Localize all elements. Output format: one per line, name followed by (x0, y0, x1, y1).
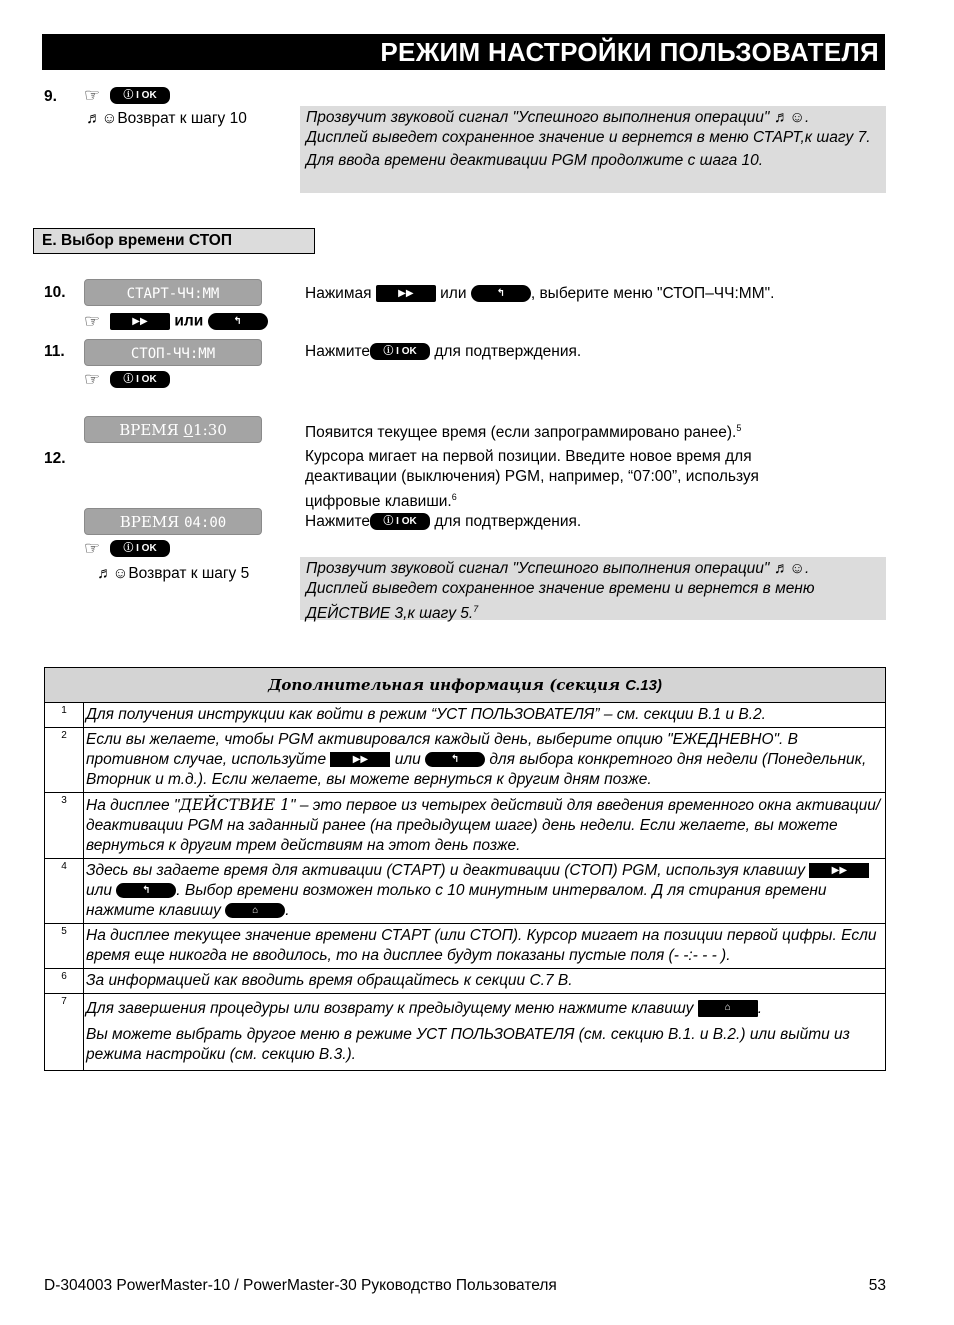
ok-key-icon: ⓘ I OK (110, 540, 170, 557)
footnote-number: 5 (45, 924, 84, 969)
next-key-icon: ▶▶ (110, 313, 170, 330)
current-time-text (305, 418, 885, 443)
lcd-stop-text: СТОП-ЧЧ:ММ (130, 346, 216, 362)
page-header: РЕЖИМ НАСТРОЙКИ ПОЛЬЗОВАТЕЛЯ (42, 34, 885, 70)
footnote-2-or: или (394, 751, 421, 768)
footnote-4-part-b: . Выбор времени возможен только с 10 минутным интервалом. Д ля стирания времени нажмите клавишу (86, 882, 827, 919)
footnote-2-part-a: Если вы желаете, чтобы PGM активировался каждый день, выберите опцию "ЕЖЕДНЕВНО". В противном случае, используйте (86, 731, 798, 768)
pointing-hand-icon: ☞ (84, 369, 101, 389)
next-key-icon: ▶▶ (809, 863, 869, 878)
footnote-number: 4 (45, 859, 84, 924)
pointing-hand-icon: ☞ (84, 85, 101, 105)
footnote-3-lcd: ДЕЙСТВИЕ 1 (179, 796, 291, 814)
footnote-text (84, 859, 886, 924)
step-9-number: 9. (44, 88, 57, 105)
info-table-header (45, 668, 886, 703)
footnote-4-part-a: Здесь вы задаете время для активации (СТАРТ) и деактивации (СТОП) PGM, используя клавишу (86, 862, 806, 879)
lcd-time-display (84, 416, 262, 443)
step-12-number: 12. (44, 450, 66, 467)
footnote-number: 1 (45, 703, 84, 728)
lcd-time-cursor: 0 (183, 421, 194, 439)
step-11-keys (84, 369, 170, 390)
footnote-text (84, 793, 886, 859)
footnote-ref-7: 7 (473, 604, 479, 614)
step-12-confirm-prefix: Нажмите (305, 513, 371, 530)
info-table-header-section: C.13) (625, 677, 662, 694)
next-key-icon: ▶▶ (330, 752, 390, 767)
lcd-new-time-value: 04:00 (184, 515, 227, 531)
back-key-icon: ↰ (116, 883, 176, 898)
footnote-text (84, 728, 886, 793)
table-row (45, 793, 886, 859)
step-10-desc-prefix: Нажимая (305, 285, 372, 302)
info-table (44, 667, 886, 1071)
footnote-3-part-b: " – это первое из четырех действий для введения временного окна активации/деактивации PGM на заданный ранее (на предыдущем шаге) день недели. Если желаете, вы можете вернуться к другим трем действиям на этот день позже. (86, 797, 881, 854)
footer-document: D-304003 PowerMaster-10 / PowerMaster-30 Руководство Пользователя (44, 1277, 557, 1294)
home-key-icon: ⌂ (698, 1000, 758, 1017)
footnote-text (84, 994, 886, 1071)
table-row (45, 728, 886, 793)
footnote-4-part-c: . (285, 902, 290, 919)
unlock-key-icon: ⌂ (225, 903, 285, 918)
footnote-text: За информацией как вводить время обращайтесь к секции C.7 B. (84, 969, 886, 994)
step-10-description (305, 284, 885, 304)
step-12-confirm (305, 512, 581, 532)
step-12-note-line2: Дисплей выведет сохраненное значение времени и вернется в меню ДЕЙСТВИЕ 3,к шагу 5. (306, 580, 815, 623)
pointing-hand-icon: ☞ (84, 538, 101, 558)
ok-key-icon: ⓘ I OK (110, 371, 170, 388)
step-11-description (305, 342, 581, 362)
step-9-note-line2: Дисплей выведет сохраненное значение и вернется в меню СТАРТ,к шагу 7. (306, 129, 871, 146)
step-12-note (300, 557, 886, 623)
table-row (45, 924, 886, 969)
step-12-note-line1: Прозвучит звуковой сигнал "Успешного выполнения операции" ♬☺. (306, 560, 810, 577)
footnote-3-part-a: На дисплее " (86, 797, 180, 814)
footnote-ref-6: 6 (451, 492, 457, 502)
step-12-return: ♬☺Возврат к шагу 5 (97, 565, 250, 582)
step-12-note-line2-wrap (306, 579, 880, 624)
step-10-keys (84, 311, 268, 332)
table-row (45, 859, 886, 924)
cursor-text (305, 447, 825, 512)
lcd-time-rest: 1:30 (193, 421, 227, 439)
step-10-number: 10. (44, 284, 66, 301)
footnote-7-part-a: Для завершения процедуры или возврату к предыдущему меню нажмите клавишу (86, 1000, 694, 1017)
step-10-desc-or: или (440, 285, 467, 302)
lcd-time-label: ВРЕМЯ (119, 421, 179, 439)
table-row (45, 994, 886, 1071)
table-row (45, 703, 886, 728)
back-key-icon: ↰ (208, 313, 268, 330)
section-title: E. Выбор времени СТОП (33, 228, 315, 254)
lcd-new-time-display (84, 508, 262, 535)
footnote-text: Для получения инструкции как войти в режим “УСТ ПОЛЬЗОВАТЕЛЯ” – см. секции B.1 и B.2. (84, 703, 886, 728)
footnote-number: 3 (45, 793, 84, 859)
next-key-icon: ▶▶ (376, 285, 436, 302)
back-key-icon: ↰ (425, 752, 485, 767)
step-11-desc-suffix: для подтверждения. (434, 343, 582, 360)
footnote-ref-5: 5 (736, 423, 742, 433)
step-9-note (300, 106, 886, 193)
footnote-7-part-c: Вы можете выбрать другое меню в режиме УСТ ПОЛЬЗОВАТЕЛЯ (см. секцию B.1. и B.2.) или выйти из режима настройки (см. секцию B.3.). (86, 1026, 850, 1063)
lcd-start-text: СТАРТ-ЧЧ:ММ (126, 286, 220, 302)
page-number: 53 (868, 1277, 886, 1294)
step-11-desc-prefix: Нажмите (305, 343, 371, 360)
ok-key-icon: ⓘ I OK (370, 513, 430, 530)
lcd-stop-display (84, 339, 262, 366)
cursor-desc: Курсора мигает на первой позиции. Введите новое время для деактивации (выключения) PGM, например, “07:00”, используя цифровые клавиши. (305, 448, 759, 511)
step-9-note-line3: Для ввода времени деактивации PGM продолжите с шага 10. (306, 152, 764, 169)
footnote-7-part-b: . (757, 1000, 763, 1017)
back-key-icon: ↰ (471, 285, 531, 302)
step-10-desc-suffix: , выберите меню "СТОП–ЧЧ:ММ". (530, 285, 775, 302)
footnote-4-or: или (86, 882, 112, 899)
current-time-desc: Появится текущее время (если запрограммировано ранее). (305, 424, 737, 442)
step-12-confirm-suffix: для подтверждения. (434, 513, 582, 530)
footnote-2-part-b: для выбора конкретного дня недели (Понедельник, Вторник и т.д.). Если желаете, вы можете вернуться к другим дням позже. (86, 751, 867, 788)
step-12-keys (84, 538, 170, 559)
footnote-number: 6 (45, 969, 84, 994)
or-label: или (174, 312, 204, 330)
pointing-hand-icon: ☞ (84, 311, 101, 331)
table-row (45, 969, 886, 994)
footnote-number: 7 (45, 994, 84, 1071)
step-9-return: ♬☺Возврат к шагу 10 (86, 110, 247, 127)
info-table-header-text: Дополнительная информация (секция (268, 676, 621, 694)
footnote-text: На дисплее текущее значение времени СТАРТ (или СТОП). Курсор мигает на позиции первой цифры. Если время еще никогда не вводилось, то на дисплее будут показаны пустые поля (- -:- - - ). (84, 924, 886, 969)
lcd-new-time-label: ВРЕМЯ (119, 513, 180, 531)
step-9-note-line1: Прозвучит звуковой сигнал "Успешного выполнения операции" ♬☺. (306, 109, 810, 126)
footnote-7-line-a (86, 999, 881, 1019)
step-9-keys (84, 85, 170, 106)
ok-key-icon: ⓘ I OK (370, 343, 430, 360)
footnote-number: 2 (45, 728, 84, 793)
step-11-number: 11. (44, 343, 65, 360)
lcd-start-display (84, 279, 262, 306)
ok-key-icon: ⓘ I OK (110, 87, 170, 104)
